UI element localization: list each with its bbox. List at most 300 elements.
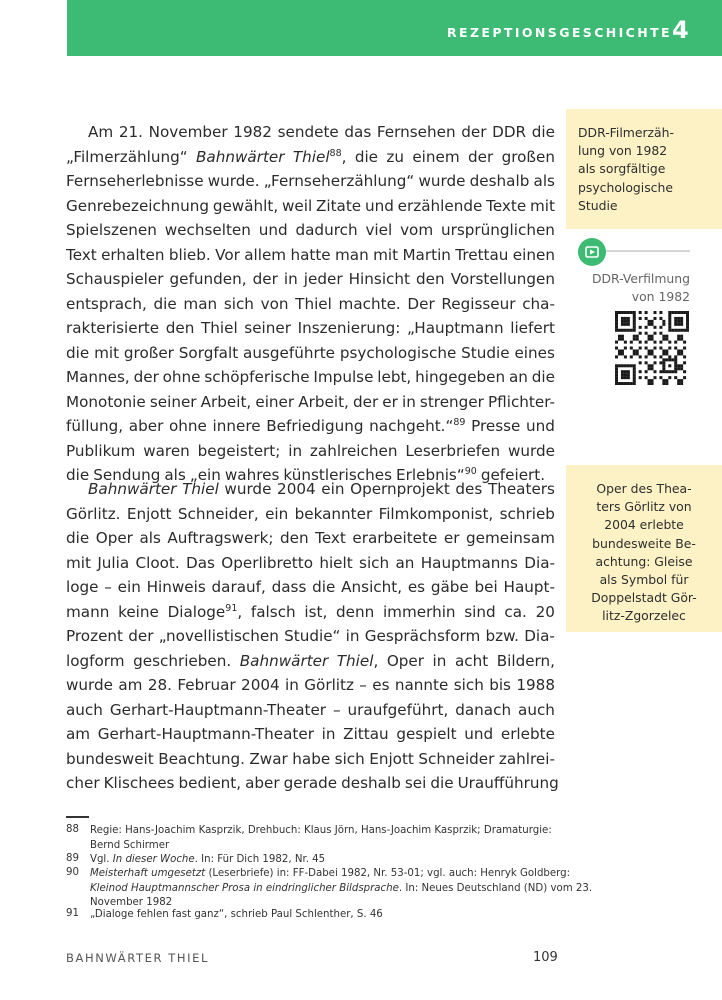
qr-module <box>680 317 683 320</box>
word <box>310 439 398 464</box>
text-run: – <box>104 578 112 596</box>
word <box>266 414 363 439</box>
italic-title: Thiel <box>182 480 219 498</box>
word <box>386 145 404 170</box>
text-run: allem <box>244 245 287 264</box>
word <box>127 502 172 527</box>
qr-module <box>659 361 662 364</box>
word <box>224 292 254 317</box>
qr-module <box>621 349 624 352</box>
word <box>128 624 153 649</box>
qr-module <box>627 376 630 379</box>
qr-module <box>615 326 618 329</box>
qr-module <box>633 317 636 320</box>
qr-module <box>653 341 656 344</box>
qr-module <box>618 382 621 385</box>
qr-module <box>645 317 648 320</box>
text-run: liefert <box>510 319 555 337</box>
word <box>430 771 453 796</box>
word <box>514 341 554 366</box>
word <box>66 292 147 317</box>
text-run: Arbeit, <box>200 392 252 411</box>
qr-module <box>639 361 642 364</box>
word <box>177 673 235 698</box>
qr-module <box>674 320 677 323</box>
qr-module <box>653 347 656 350</box>
word <box>66 365 130 390</box>
text-run: Zwar <box>249 749 288 768</box>
word <box>441 292 515 317</box>
qr-module <box>621 323 624 326</box>
text-run: sich <box>334 749 365 768</box>
word <box>213 414 261 439</box>
text-run: an <box>395 553 415 572</box>
sidenote-opera <box>566 465 722 632</box>
text-run: hielt <box>319 553 353 572</box>
word <box>66 698 103 723</box>
qr-module <box>659 355 662 358</box>
text-run: (Leserbriefe) in: FF-Dabei 1982, Nr. 53-01; vgl. auch: Henryk Goldberg: <box>205 868 571 879</box>
word <box>344 120 371 145</box>
word <box>66 243 97 268</box>
word <box>359 673 367 698</box>
word <box>313 365 373 390</box>
text-run: aber <box>128 417 164 435</box>
text-run: Presse <box>471 417 521 435</box>
text-run: bei <box>474 578 498 596</box>
text-run: denn <box>336 602 375 621</box>
word <box>97 551 129 576</box>
text-run: Uraufführung <box>457 774 559 792</box>
qr-module <box>686 314 689 317</box>
qr-module <box>645 326 648 329</box>
qr-module <box>686 326 689 329</box>
text-run: schöpferische <box>204 368 310 386</box>
word <box>464 722 493 747</box>
qr-module <box>615 323 618 326</box>
text-run: Enjott <box>126 504 172 523</box>
text-run: Texte <box>486 196 527 215</box>
text-run: deshalb <box>469 172 530 190</box>
italic-title: In dieser Woche <box>112 854 195 865</box>
word <box>454 673 484 698</box>
text-run: psychologische <box>339 343 457 362</box>
footnote-ref[interactable]: 91 <box>225 602 238 614</box>
qr-module <box>662 352 665 355</box>
sidenote-line: als Symbol für <box>599 571 689 587</box>
footnote-text <box>90 908 556 923</box>
text-run: hatte <box>290 245 331 264</box>
qr-module <box>686 311 689 314</box>
qr-module <box>621 338 624 341</box>
qr-module <box>648 320 651 323</box>
word <box>88 477 177 502</box>
text-run: wurde <box>418 172 466 190</box>
qr-module <box>677 338 680 341</box>
qr-module <box>651 382 654 385</box>
qr-module <box>648 352 651 355</box>
qr-module <box>624 382 627 385</box>
paragraph-2 <box>66 477 559 796</box>
qr-module <box>639 317 642 320</box>
qr-module <box>645 341 648 344</box>
text-run: , <box>373 651 379 670</box>
qr-module <box>648 364 651 367</box>
text-run: ohne <box>168 417 207 435</box>
text-line <box>66 771 559 796</box>
qr-module <box>624 329 627 332</box>
text-run: mann <box>66 602 110 621</box>
word <box>272 575 307 600</box>
word <box>233 120 272 145</box>
text-run: gefunden, <box>169 270 247 288</box>
qr-module <box>633 379 636 382</box>
qr-module <box>674 364 677 367</box>
text-run: rakterisierte <box>66 319 160 337</box>
word <box>322 722 336 747</box>
video-label: von 1982 <box>631 289 690 304</box>
text-run: und <box>526 417 555 435</box>
text-run: danach <box>455 700 512 719</box>
text-run: 1982 <box>233 123 272 141</box>
word <box>278 120 339 145</box>
word <box>66 218 157 243</box>
text-line <box>66 169 555 194</box>
word <box>292 747 330 772</box>
text-run: Vorstellungen <box>450 270 555 288</box>
footnote-line <box>90 908 556 923</box>
qr-module <box>665 358 668 361</box>
text-run: mit <box>373 245 399 264</box>
text-run: Impulse <box>313 368 374 386</box>
text-run: man <box>335 245 369 264</box>
qr-module <box>633 352 636 355</box>
word <box>118 673 142 698</box>
word <box>321 477 344 502</box>
qr-module <box>621 329 624 332</box>
qr-module <box>662 361 665 364</box>
qr-module <box>677 349 680 352</box>
word <box>240 649 329 674</box>
text-run: November 1982 <box>90 897 173 908</box>
qr-module <box>627 364 630 367</box>
text-run: machte. <box>338 294 401 313</box>
text-line <box>66 145 555 170</box>
word <box>461 120 486 145</box>
qr-module <box>633 349 636 352</box>
word <box>365 624 481 649</box>
text-run: schrieb <box>499 504 555 523</box>
qr-module <box>636 349 639 352</box>
text-run: „Dialoge fehlen fast ganz“, schrieb Paul Schlenther, S. 46 <box>90 909 383 920</box>
text-run: in <box>283 270 298 288</box>
text-line <box>66 600 555 625</box>
qr-module <box>677 352 680 355</box>
text-run: „novellistischen <box>158 627 279 645</box>
text-run: gemeinsam <box>465 529 555 547</box>
text-run: ausgeführte <box>243 343 336 362</box>
text-run: als <box>533 172 555 190</box>
qr-module <box>630 382 633 385</box>
text-run: Thiel <box>200 319 238 337</box>
qr-module <box>683 370 686 373</box>
text-run: bekannter <box>294 504 373 523</box>
qr-module <box>674 355 677 358</box>
qr-module <box>668 370 671 373</box>
text-run: er <box>382 392 398 411</box>
word <box>66 439 135 464</box>
qr-module <box>674 323 677 326</box>
word <box>167 526 273 551</box>
page-number: 109 <box>533 950 558 965</box>
word <box>416 267 445 292</box>
qr-module <box>674 329 677 332</box>
qr-module <box>633 320 636 323</box>
qr-module <box>659 347 662 350</box>
video-button[interactable] <box>578 238 606 266</box>
qr-module <box>665 352 668 355</box>
qr-module <box>630 364 633 367</box>
text-run: in <box>285 676 299 694</box>
word <box>383 600 456 625</box>
text-run: Schneider <box>418 749 495 768</box>
qr-module <box>618 352 621 355</box>
qr-module <box>665 370 668 373</box>
qr-module <box>627 320 630 323</box>
text-run: waren <box>143 441 190 460</box>
text-line <box>66 267 555 292</box>
qr-module <box>683 361 686 364</box>
word <box>101 243 164 268</box>
qr-module <box>627 323 630 326</box>
word <box>66 316 159 341</box>
word <box>66 390 146 415</box>
text-run: cha- <box>522 294 555 313</box>
word <box>444 526 460 551</box>
text-run: bis <box>489 676 511 694</box>
text-run: man <box>183 294 218 313</box>
qr-module <box>621 335 624 338</box>
qr-module <box>653 361 656 364</box>
word <box>499 747 555 772</box>
text-line <box>66 698 555 723</box>
qr-module <box>674 376 677 379</box>
qr-module <box>630 311 633 314</box>
word <box>382 390 398 415</box>
text-run: jeder <box>303 270 343 288</box>
qr-module <box>624 317 627 320</box>
footnote-ref[interactable]: 90 <box>464 466 477 477</box>
text-run: , <box>341 147 347 166</box>
qr-module <box>630 355 633 358</box>
text-run: November <box>148 123 228 141</box>
qr-module <box>618 349 621 352</box>
qr-module <box>665 349 668 352</box>
word <box>501 722 555 747</box>
qr-module <box>665 382 668 385</box>
footnote-ref[interactable]: 89 <box>453 417 466 428</box>
text-run: Prozent <box>66 627 123 645</box>
qr-module <box>645 332 648 335</box>
word <box>319 551 352 576</box>
qr-module <box>624 347 627 350</box>
qr-module <box>618 364 621 367</box>
text-run: 20 <box>535 602 555 621</box>
qr-module <box>636 338 639 341</box>
qr-module <box>633 376 636 379</box>
text-run: in <box>401 392 416 411</box>
text-run: Publikum <box>66 441 136 460</box>
text-run: gefeiert. <box>480 466 546 484</box>
word <box>168 600 243 625</box>
text-run: Opernprojekt <box>350 480 450 498</box>
qr-module <box>639 347 642 350</box>
word <box>341 575 402 600</box>
text-run: Martin <box>402 245 451 264</box>
text-run: . In: Für Dich 1982, Nr. 45 <box>194 854 326 865</box>
word <box>333 698 341 723</box>
qr-module <box>659 317 662 320</box>
word <box>134 365 159 390</box>
qr-module <box>639 341 642 344</box>
qr-module <box>668 376 671 379</box>
word <box>418 747 494 772</box>
qr-module <box>615 373 618 376</box>
text-run: erarbeitete <box>352 529 438 547</box>
text-run: begeistert; <box>197 441 281 460</box>
word <box>259 218 288 243</box>
qr-module <box>659 370 662 373</box>
word <box>418 169 465 194</box>
word <box>492 120 526 145</box>
text-run: gespielt <box>396 725 457 743</box>
word <box>148 673 172 698</box>
word <box>458 771 559 796</box>
qr-module <box>680 352 683 355</box>
qr-module <box>677 367 680 370</box>
word <box>395 673 448 698</box>
qr-module <box>683 329 686 332</box>
qr-module <box>615 314 618 317</box>
text-run: Sendung <box>93 466 161 484</box>
qr-module <box>621 373 624 376</box>
italic-title: Bahnwärter <box>88 480 177 498</box>
qr-module <box>627 317 630 320</box>
text-run: die <box>312 578 336 596</box>
qr-module <box>653 355 656 358</box>
word <box>532 120 555 145</box>
text-run: am <box>66 725 91 743</box>
text-run: am <box>118 676 143 694</box>
word <box>66 673 113 698</box>
qr-module <box>621 370 624 373</box>
word <box>377 120 456 145</box>
qr-code[interactable] <box>615 311 689 385</box>
video-link[interactable] <box>578 238 690 266</box>
word <box>402 243 450 268</box>
qr-module <box>662 370 665 373</box>
word <box>431 575 469 600</box>
qr-module <box>615 355 618 358</box>
qr-module <box>648 379 651 382</box>
footnote-ref[interactable]: 88 <box>329 147 342 159</box>
word <box>285 673 299 698</box>
qr-module <box>653 376 656 379</box>
qr-module <box>633 314 636 317</box>
footnote-text <box>90 867 593 911</box>
word <box>408 575 425 600</box>
word <box>265 502 288 527</box>
text-run: zahlrei- <box>498 749 555 768</box>
word <box>510 316 555 341</box>
text-run: vom <box>400 221 434 239</box>
text-run: Enjott <box>369 749 414 768</box>
sidenote-line: bundesweite Be- <box>592 535 696 551</box>
word <box>486 624 519 649</box>
qr-module <box>668 323 671 326</box>
qr-module <box>630 341 633 344</box>
footnote-line <box>90 867 571 882</box>
text-run: lebt, <box>377 368 412 386</box>
text-run: sei <box>404 774 427 792</box>
word <box>524 624 555 649</box>
qr-module <box>651 335 654 338</box>
word <box>534 169 555 194</box>
word <box>179 341 238 366</box>
qr-module <box>662 382 665 385</box>
text-run: Fernsehen <box>376 123 456 141</box>
text-run: Haupt- <box>503 578 555 596</box>
word <box>124 341 174 366</box>
footnote-text <box>90 853 556 868</box>
text-run: Hinweis <box>146 578 206 596</box>
word <box>295 502 373 527</box>
qr-module <box>651 338 654 341</box>
word <box>335 243 369 268</box>
word <box>129 414 164 439</box>
qr-module <box>668 358 671 361</box>
text-run: gewählt, <box>212 196 279 215</box>
italic-title: Kleinod Hauptmannscher Prosa in eindringlicher Bildsprache <box>90 882 399 894</box>
text-run: und <box>464 725 494 743</box>
text-run: erhalten <box>101 245 165 264</box>
text-run: logform <box>66 651 125 670</box>
word <box>98 722 314 747</box>
text-run: Ansicht, <box>341 578 403 596</box>
qr-module <box>645 361 648 364</box>
text-run: loge <box>66 578 99 596</box>
footnote-divider <box>66 816 89 818</box>
qr-module <box>662 367 665 370</box>
text-run: die <box>531 368 555 386</box>
word <box>497 649 555 674</box>
text-run: Fernseherlebnisse <box>66 172 204 190</box>
word <box>316 194 361 219</box>
text-run: auch <box>66 700 103 719</box>
word <box>500 502 555 527</box>
text-run: „Fernseherzählung“ <box>263 172 415 190</box>
text-run: Regisseur <box>441 294 516 313</box>
text-run: falsch <box>250 602 296 621</box>
qr-module <box>651 379 654 382</box>
qr-module <box>677 364 680 367</box>
sidenote-line: als sorgfältige <box>578 161 666 177</box>
qr-module <box>662 335 665 338</box>
qr-module <box>680 379 683 382</box>
qr-module <box>615 341 618 344</box>
qr-module <box>662 379 665 382</box>
text-run: Görlitz. <box>66 504 121 523</box>
